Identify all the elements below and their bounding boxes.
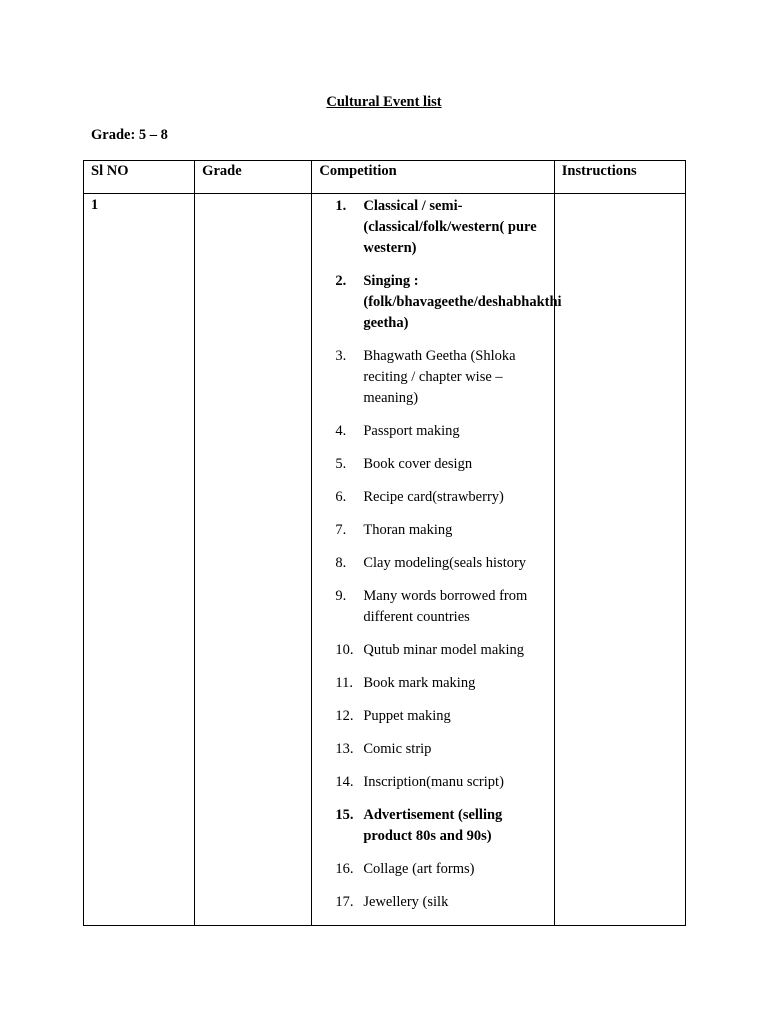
list-item-number: 16. — [335, 861, 354, 877]
list-item — [312, 739, 553, 760]
list-item-text: Jewellery (silk — [363, 894, 449, 910]
header-cell-sl-no — [84, 161, 195, 194]
list-item-text: Puppet making — [363, 708, 451, 724]
list-item-number: 10. — [335, 642, 354, 658]
list-item-text: Qutub minar model making — [363, 642, 525, 658]
list-item-number: 4. — [335, 423, 347, 439]
list-item-number: 9. — [335, 588, 347, 604]
list-item-text: Clay modeling(seals history — [363, 555, 527, 571]
header-cell-grade — [195, 161, 312, 194]
list-item — [312, 706, 553, 727]
list-item-text: Recipe card(strawberry) — [363, 489, 504, 505]
list-item — [312, 520, 553, 541]
list-item — [312, 640, 553, 661]
list-item-number: 12. — [335, 708, 354, 724]
list-item-text: Collage (art forms) — [363, 861, 475, 877]
list-item-text: Book mark making — [363, 675, 476, 691]
list-item — [312, 346, 553, 409]
list-item-number: 7. — [335, 522, 347, 538]
list-item — [312, 487, 553, 508]
list-item-text: Many words borrowed from different countries — [363, 588, 528, 625]
list-item-number: 2. — [335, 273, 347, 289]
list-item-number: 6. — [335, 489, 347, 505]
list-item — [312, 553, 553, 574]
event-table — [83, 160, 686, 926]
list-item-text: Bhagwath Geetha (Shloka reciting / chapter wise – meaning) — [363, 348, 516, 406]
list-item-text: Book cover design — [363, 456, 473, 472]
cell-competition — [312, 194, 562, 926]
list-item-number: 13. — [335, 741, 354, 757]
header-grade-label: Grade — [202, 163, 242, 179]
list-item-text: Comic strip — [363, 741, 432, 757]
list-item — [312, 772, 553, 793]
list-item-number: 1. — [335, 198, 347, 214]
list-item — [312, 859, 553, 880]
list-item — [312, 196, 553, 259]
list-item — [312, 892, 553, 913]
list-item-number: 14. — [335, 774, 354, 790]
list-item — [312, 673, 553, 694]
grade-heading: Grade: 5 – 8 — [91, 127, 168, 143]
list-item-text: Singing : (folk/bhavageethe/deshabhakthi geetha) — [363, 273, 562, 331]
list-item-number: 3. — [335, 348, 347, 364]
list-item-text: Passport making — [363, 423, 460, 439]
list-item-number: 8. — [335, 555, 347, 571]
header-cell-instructions — [554, 161, 685, 194]
competition-list — [312, 194, 562, 913]
header-cell-competition — [312, 161, 554, 194]
cell-grade — [195, 194, 312, 926]
list-item — [312, 805, 553, 847]
header-sl-no-label: Sl NO — [91, 163, 129, 179]
table-row — [84, 194, 686, 926]
list-item — [312, 271, 562, 334]
cell-sl-no — [84, 194, 195, 926]
header-competition-label: Competition — [319, 163, 397, 179]
list-item-text: Thoran making — [363, 522, 453, 538]
list-item — [312, 586, 553, 628]
list-item — [312, 421, 553, 442]
list-item — [312, 454, 553, 475]
list-item-number: 17. — [335, 894, 354, 910]
header-instructions-label: Instructions — [561, 163, 637, 179]
list-item-number: 15. — [335, 807, 354, 823]
list-item-number: 5. — [335, 456, 347, 472]
table-header-row — [84, 161, 686, 194]
list-item-text: Classical / semi-(classical/folk/western( pure western) — [363, 198, 537, 256]
list-item-text: Inscription(manu script) — [363, 774, 504, 790]
cell-instructions — [554, 194, 685, 926]
sl-no-value: 1 — [91, 197, 99, 213]
list-item-text: Advertisement (selling product 80s and 90s) — [363, 807, 503, 844]
list-item-number: 11. — [335, 675, 353, 691]
document-title: Cultural Event list — [326, 94, 442, 110]
